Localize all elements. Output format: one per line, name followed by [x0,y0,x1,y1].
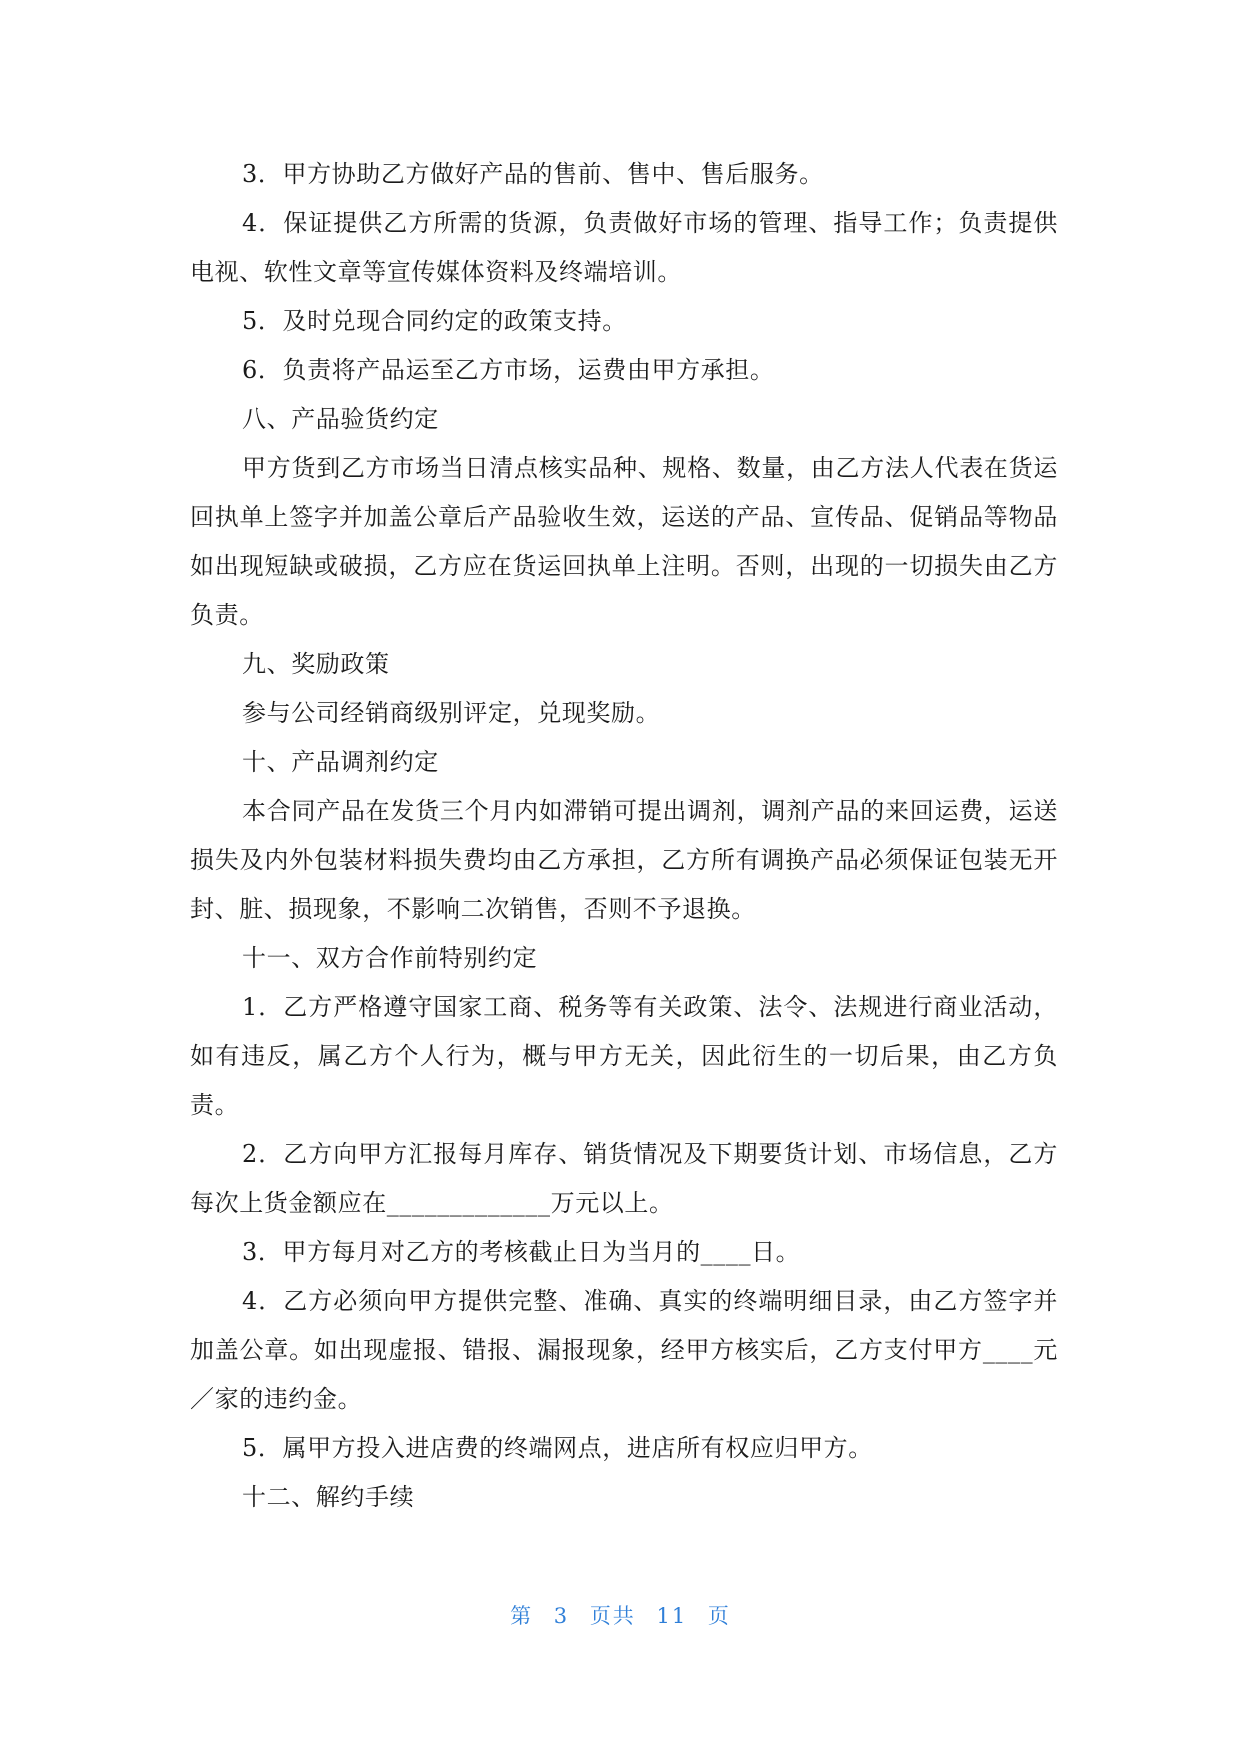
paragraph-special-5: 5．属甲方投入进店费的终端网点，进店所有权应归甲方。 [242,1434,873,1462]
paragraph-special-3: 3．甲方每月对乙方的考核截止日为当月的____日。 [242,1238,801,1266]
page-footer [0,1600,1241,1630]
paragraph-special-2: 2．乙方向甲方汇报每月库存、销货情况及下期要货计划、市场信息，乙方每次上货金额应在_____________万元以上。 [190,1140,1058,1217]
footer-prefix: 第 [510,1604,534,1628]
footer-current-page: 3 [553,1604,570,1628]
paragraph-special-1: 1．乙方严格遵守国家工商、税务等有关政策、法令、法规进行商业活动，如有违反，属乙方个人行为，概与甲方无关，因此衍生的一切后果，由乙方负责。 [190,993,1058,1119]
section-heading-12: 十二、解约手续 [242,1483,415,1511]
paragraph-item-6: 6．负责将产品运至乙方市场，运费由甲方承担。 [242,356,775,384]
paragraph-item-3: 3．甲方协助乙方做好产品的售前、售中、售后服务。 [242,160,824,188]
paragraph-special-4: 4．乙方必须向甲方提供完整、准确、真实的终端明细目录，由乙方签字并加盖公章。如出现虚报、错报、漏报现象，经甲方核实后，乙方支付甲方____元／家的违约金。 [190,1287,1058,1413]
paragraph-item-5: 5．及时兑现合同约定的政策支持。 [242,307,627,335]
paragraph-inspection: 甲方货到乙方市场当日清点核实品种、规格、数量，由乙方法人代表在货运回执单上签字并加盖公章后产品验收生效，运送的产品、宣传品、促销品等物品如出现短缺或破损，乙方应在货运回执单上注明。否则，出现的一切损失由乙方负责。 [190,454,1058,629]
document-body [190,150,1058,1522]
section-heading-11: 十一、双方合作前特别约定 [242,944,538,972]
paragraph-adjustment: 本合同产品在发货三个月内如滞销可提出调剂，调剂产品的来回运费，运送损失及内外包装材料损失费均由乙方承担，乙方所有调换产品必须保证包装无开封、脏、损现象，不影响二次销售，否则不予退换。 [190,797,1058,923]
paragraph-reward: 参与公司经销商级别评定，兑现奖励。 [242,699,661,727]
footer-middle: 页共 [589,1604,636,1628]
footer-total-pages: 11 [656,1604,688,1628]
section-heading-9: 九、奖励政策 [242,650,390,678]
footer-suffix: 页 [707,1604,731,1628]
section-heading-10: 十、产品调剂约定 [242,748,439,776]
paragraph-item-4: 4．保证提供乙方所需的货源，负责做好市场的管理、指导工作；负责提供电视、软性文章等宣传媒体资料及终端培训。 [190,209,1058,286]
section-heading-8: 八、产品验货约定 [242,405,439,433]
